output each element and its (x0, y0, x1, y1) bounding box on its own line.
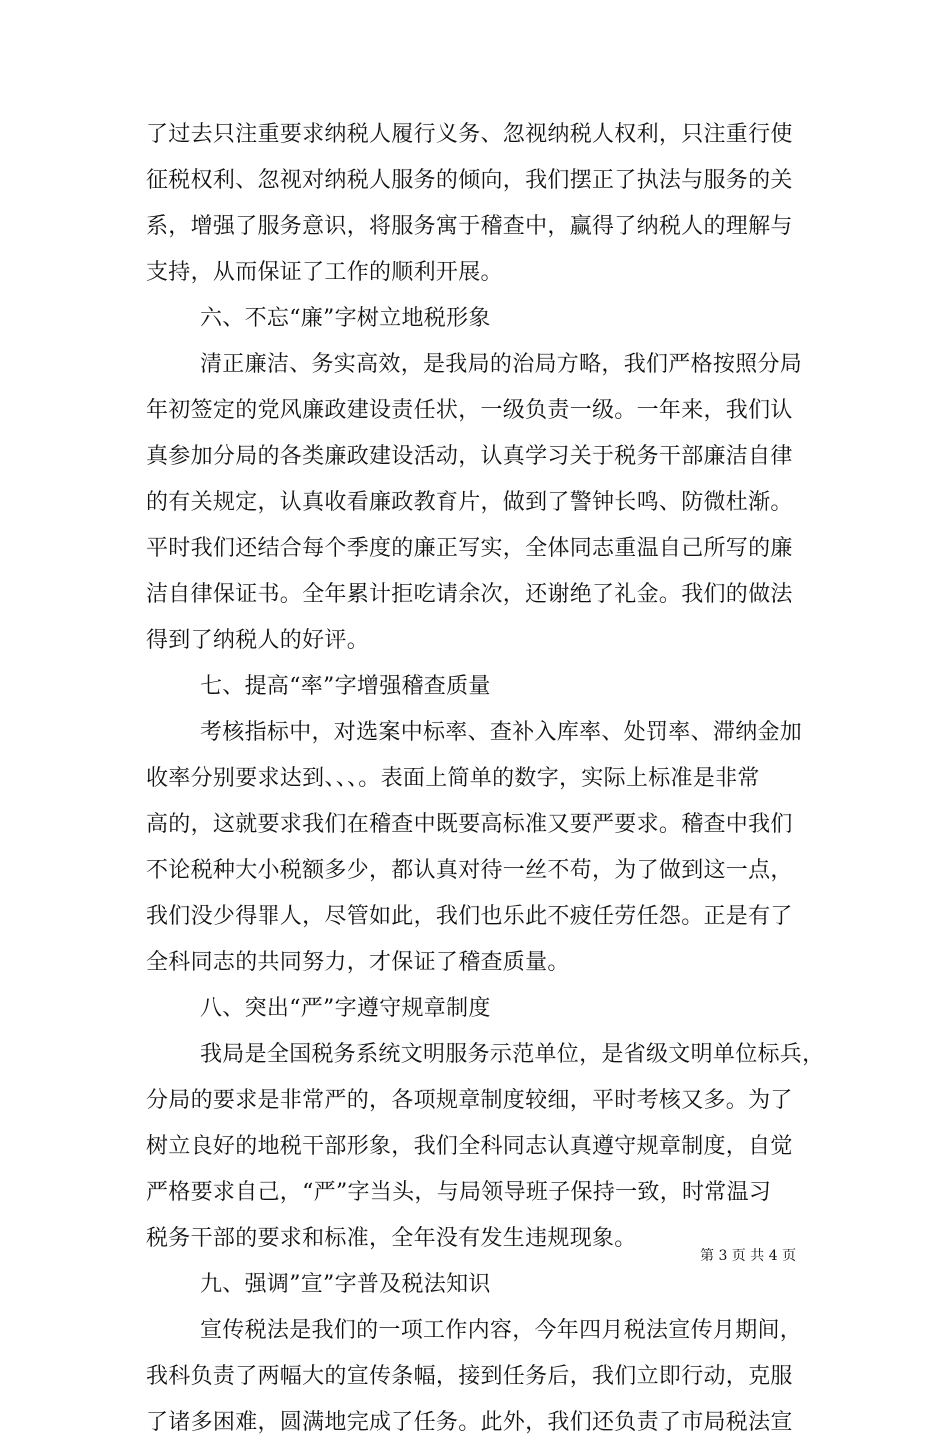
body-line: 征税权利、忽视对纳税人服务的倾向，我们摆正了执法与服务的关 (146, 168, 793, 193)
body-line: 年初签定的党风廉政建设责任状，一级负责一级。一年来，我们认 (146, 398, 793, 423)
paragraph-start-line: 清正廉洁、务实高效，是我局的治局方略，我们严格按照分局 (200, 352, 803, 377)
body-line: 真参加分局的各类廉政建设活动，认真学习关于税务干部廉洁自律 (146, 444, 793, 469)
paragraph-start-line: 宣传税法是我们的一项工作内容，今年四月税法宣传月期间， (200, 1318, 803, 1343)
body-line: 收率分别要求达到、、、。表面上简单的数字，实际上标准是非常 (146, 766, 760, 791)
body-line: 我科负责了两幅大的宣传条幅，接到任务后，我们立即行动，克服 (146, 1364, 793, 1389)
body-line: 高的，这就要求我们在稽查中既要高标准又要严要求。稽查中我们 (146, 812, 793, 837)
body-line: 洁自律保证书。全年累计拒吃请余次，还谢绝了礼金。我们的做法 (146, 582, 793, 607)
body-line: 了诸多困难，圆满地完成了任务。此外，我们还负责了市局税法宣 (146, 1410, 793, 1435)
body-line: 的有关规定，认真收看廉政教育片，做到了警钟长鸣、防微杜渐。 (146, 490, 793, 515)
paragraph-start-line: 考核指标中，对选案中标率、查补入库率、处罚率、滞纳金加 (200, 720, 803, 745)
section-heading: 八、突出“严”字遵守规章制度 (200, 996, 491, 1021)
paragraph-start-line: 我局是全国税务系统文明服务示范单位，是省级文明单位标兵， (200, 1042, 825, 1067)
body-line: 严格要求自己，“严”字当头，与局领导班子保持一致，时常温习 (146, 1180, 772, 1205)
body-line: 树立良好的地税干部形象，我们全科同志认真遵守规章制度，自觉 (146, 1134, 793, 1159)
section-heading: 七、提高“率”字增强稽查质量 (200, 674, 491, 699)
body-line: 了过去只注重要求纳税人履行义务、忽视纳税人权利，只注重行使 (146, 122, 793, 147)
body-line: 系，增强了服务意识，将服务寓于稽查中，赢得了纳税人的理解与 (146, 214, 793, 239)
body-line: 全科同志的共同努力，才保证了稽查质量。 (146, 950, 570, 975)
body-line: 我们没少得罪人，尽管如此，我们也乐此不疲任劳任怨。正是有了 (146, 904, 793, 929)
page-number-footer: 第 3 页 共 4 页 (700, 1248, 797, 1264)
section-heading: 六、不忘“廉”字树立地税形象 (200, 306, 491, 331)
body-line: 得到了纳税人的好评。 (146, 628, 370, 653)
body-line: 支持，从而保证了工作的顺利开展。 (146, 260, 503, 285)
section-heading: 九、强调”宣”字普及税法知识 (200, 1272, 491, 1297)
body-line: 分局的要求是非常严的，各项规章制度较细，平时考核又多。为了 (146, 1088, 793, 1113)
body-line: 平时我们还结合每个季度的廉正写实，全体同志重温自己所写的廉 (146, 536, 793, 561)
body-line: 不论税种大小税额多少，都认真对待一丝不苟，为了做到这一点， (146, 858, 793, 883)
body-line: 税务干部的要求和标准，全年没有发生违规现象。 (146, 1226, 637, 1251)
